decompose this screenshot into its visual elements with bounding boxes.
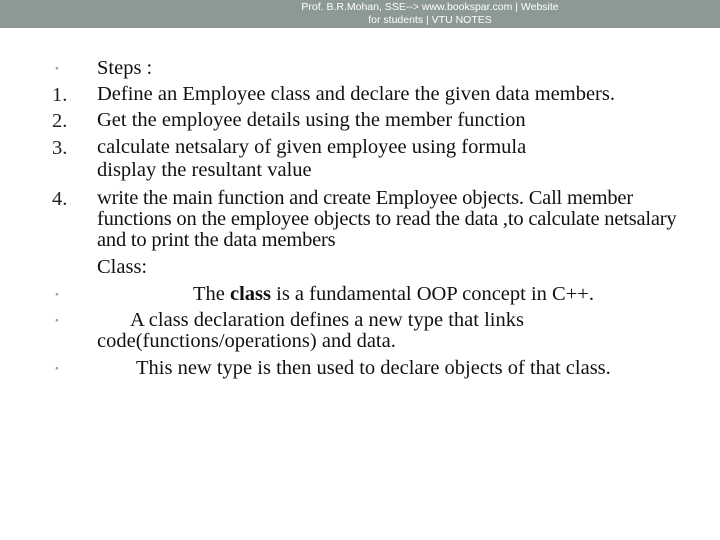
number-marker: 4. (52, 188, 68, 210)
list-item-text: A class declaration defines a new type that links code(functions/operations) and data. (97, 309, 524, 352)
section-label: Class: (97, 256, 148, 278)
list-item-text: This new type is then used to declare objects of that class. (136, 357, 611, 379)
number-marker: 3. (52, 137, 68, 159)
number-marker: 1. (52, 84, 68, 106)
list-item-text: The class is a fundamental OOP concept in C++. (193, 283, 594, 305)
list-item-text: Steps : (97, 57, 153, 79)
number-marker: 2. (52, 110, 68, 132)
bullet-marker: • (55, 363, 59, 375)
header-line-2: for students | VTU NOTES (368, 14, 492, 26)
bold-keyword: class (230, 283, 271, 305)
header-line-1: Prof. B.R.Mohan, SSE--> www.bookspar.com | Website (301, 1, 559, 13)
bullet-marker: • (55, 63, 59, 75)
list-item-text: Get the employee details using the member function (97, 109, 526, 131)
list-item-text: Define an Employee class and declare the given data members. (97, 83, 615, 105)
list-item-text: write the main function and create Employee objects. Call member functions on the employee objects to read the data ,to calculate netsalary and to print the data members (97, 187, 677, 251)
list-item-text: display the resultant value (97, 159, 312, 181)
list-item-text: calculate netsalary of given employee using formula (97, 136, 527, 158)
bullet-marker: • (55, 315, 59, 327)
bullet-marker: • (55, 289, 59, 301)
